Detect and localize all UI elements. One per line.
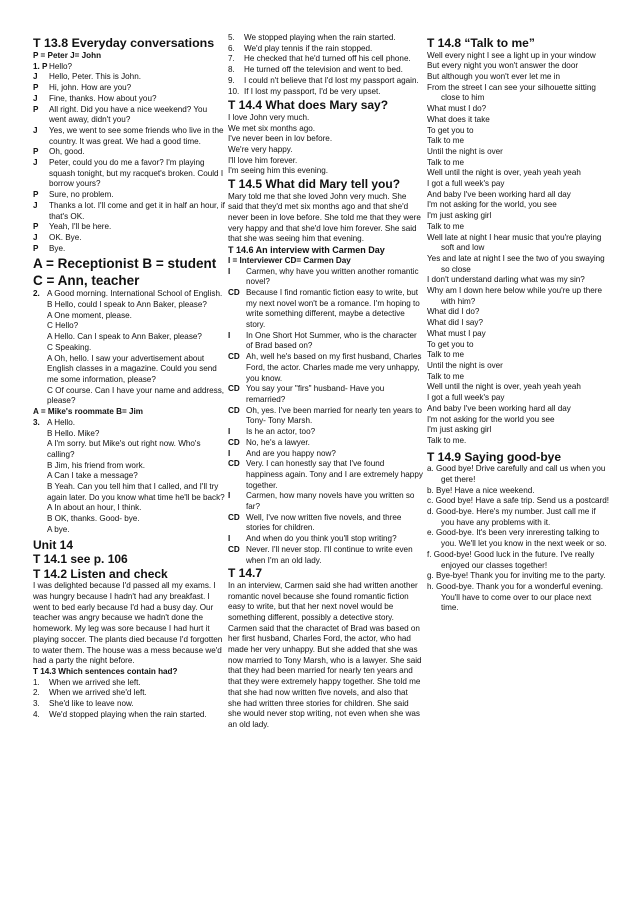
dialog-text: C Of course. Can I have your name and address, please? <box>47 385 225 406</box>
dialog-text: A One moment, please. <box>47 310 132 320</box>
t13-8-cast: P = Peter J= John <box>33 51 102 60</box>
dialog-text: Thanks a lot. I'll come and get it in half an hour, if that's OK. <box>49 200 225 221</box>
t14-9-heading: T 14.9 Saying good-bye <box>427 449 562 464</box>
dialog-line <box>33 471 225 482</box>
text-line: What must I do? <box>427 104 487 114</box>
item-number: 1. <box>33 677 40 687</box>
dialog-line <box>228 267 423 288</box>
text-line: I got a full week's pay <box>427 179 505 189</box>
dialog-text: B Hello, could I speak to Ann Baker, please? <box>47 300 207 310</box>
item-number: 10. <box>228 86 240 96</box>
speaker-label: J <box>33 232 38 242</box>
dialog-text: Fine, thanks. How about you? <box>49 93 157 103</box>
dialog-line <box>33 233 225 244</box>
dialog-text: Hi, john. How are you? <box>49 83 132 93</box>
dialog-line <box>33 300 225 311</box>
speaker-label <box>33 514 47 525</box>
item-number: 8. <box>228 65 235 75</box>
speaker-label: I <box>228 330 231 340</box>
dialog-line <box>228 438 423 449</box>
list-item <box>228 87 423 98</box>
item-text: We'd play tennis if the rain stopped. <box>244 43 373 53</box>
speaker-label: I <box>228 266 231 276</box>
t14-4-lines <box>228 113 423 177</box>
speaker-label <box>33 321 47 332</box>
speaker-label <box>33 471 47 482</box>
item-number: 2. <box>33 688 40 698</box>
item-number: 9. <box>228 75 235 85</box>
t14-2-text: I was delighted because I'd passed all my exams. I was hungry because I hadn't had any breakfast. I went to bed early because I'd had a busy day. Our teacher was angry because we hadn't done the homework. My leg was sore because I had hurt it playing soccer. The plants died because I'd forgotten to water them. The house was a mess because we'd had a party the night before. <box>33 581 223 666</box>
dialog-line <box>33 72 225 83</box>
speaker-label: CD <box>228 287 240 297</box>
dialog-roommate <box>33 418 225 536</box>
t14-5-text: Mary told me that she loved John very much. She said that they'd met six months ago and that she'd never been in love before. She told me that they were very happy and that she'd love him forever. She said that she was seeing him that evening. <box>228 191 421 244</box>
dialog-text: Because I find romantic fiction easy to write, but my next novel won't be a romance. I'm hoping to write something different, maybe a detective story. <box>246 287 420 330</box>
dialog-line <box>33 514 225 525</box>
unit-heading: Unit 14 <box>33 537 74 552</box>
t14-1-heading: T 14.1 see p. 106 <box>33 552 128 567</box>
dialog-text: You say your "firs" husband- Have you remarried? <box>246 384 385 404</box>
dialog-line <box>33 244 225 255</box>
text-line: I got a full week's pay <box>427 393 505 403</box>
dialog-line <box>33 439 225 460</box>
text-line: Until the night is over <box>427 360 503 370</box>
item-text: When we arrived she'd left. <box>49 688 147 698</box>
text-line: Talk to me <box>427 221 465 231</box>
speaker-label: P <box>33 222 39 232</box>
text-line: But every night you won't answer the door <box>427 61 579 71</box>
text-line: h. Good-bye. Thank you for a wonderful evening. You'll have to come over to our place next time. <box>427 581 604 613</box>
dialog-text: Is he an actor, too? <box>246 427 316 437</box>
dialog-line <box>228 513 423 534</box>
dialog-text: B Hello. Mike? <box>47 428 100 438</box>
dialog-line <box>228 384 423 405</box>
dialog-line <box>33 418 225 429</box>
speaker-label: I <box>228 491 231 501</box>
dialog-text: Oh, good. <box>49 147 85 157</box>
text-line: What does it take <box>427 114 490 124</box>
dialog-text: Very. I can honestly say that I've found happiness again. Tony and I are extremely happy together. <box>246 459 423 490</box>
dialog-text: Yes, we went to see some friends who live in the country. It was great. We had a good time. <box>49 125 224 146</box>
text-line: We met six months ago. <box>228 123 316 133</box>
dialog-text: All right. Did you have a nice weekend? You went away, didn't you? <box>49 104 208 125</box>
text-line: Why am I down here below while you're up there with him? <box>427 286 602 306</box>
speaker-label: 1. P <box>33 61 48 71</box>
text-line: And baby I've been working hard all day <box>427 189 571 199</box>
t14-6-cast: I = Interviewer CD= Carmen Day <box>228 255 351 265</box>
dialog-line <box>33 525 225 536</box>
item-text: When we arrived she left. <box>49 677 141 687</box>
speaker-label: CD <box>228 437 240 447</box>
dialog-line <box>33 311 225 322</box>
dialog-text: OK. Bye. <box>49 232 82 242</box>
dialog-text: Hello, Peter. This is John. <box>49 72 141 82</box>
item-number: 7. <box>228 54 235 64</box>
dialog-line <box>228 406 423 427</box>
dialog-text: A In about an hour, I think. <box>47 503 142 513</box>
dialog-text: In One Short Hot Summer, who is the character of Brad based on? <box>246 330 417 351</box>
speaker-label: CD <box>228 384 240 394</box>
dialog-text: B Yeah. Can you tell him that I called, and I'll try again later. Do you know what time he'll be back? <box>47 482 225 502</box>
dialog-text: Carmen, how many novels have you written so far? <box>246 491 415 512</box>
text-line: We're very happy. <box>228 144 293 154</box>
dialog-text: B Jim, his friend from work. <box>47 460 145 470</box>
text-line: b. Bye! Have a nice weekend. <box>427 485 535 495</box>
text-line: c. Good bye! Have a safe trip. Send us a postcard! <box>427 496 610 506</box>
text-line: e. Good-bye. It's been very inreresting talking to you. We'll let you know in the next week or so. <box>427 528 607 549</box>
column-right <box>427 36 609 614</box>
item-text: He checked that he'd turned off his cell phone. <box>244 54 411 64</box>
dialog-line <box>33 147 225 158</box>
item-number: 4. <box>33 709 40 719</box>
speaker-label <box>33 300 47 311</box>
dialog-text: A Good morning. International School of English. <box>47 289 223 299</box>
dialog-line <box>228 449 423 460</box>
dialog-text: Yeah, I'll be here. <box>49 222 112 232</box>
dialog-line <box>228 534 423 545</box>
item-text: She'd like to leave now. <box>49 699 134 709</box>
roommate-heading: A = Mike's roommate B= Jim <box>33 407 144 417</box>
dialog-line <box>33 158 225 190</box>
speaker-label <box>33 332 47 343</box>
t14-2-heading: T 14.2 Listen and check <box>33 566 168 581</box>
speaker-label <box>33 386 47 407</box>
dialog-line <box>33 201 225 222</box>
speaker-label: 3. <box>33 417 40 427</box>
speaker-label: J <box>33 93 38 103</box>
dialog-text: Peter, could you do me a favor? I'm playing squash tonight, but my racquet's broken. Could I borrow yours? <box>49 158 224 189</box>
dialog-line <box>33 354 225 386</box>
text-line: Yes and late at night I see the two of you swaying so close <box>427 253 605 274</box>
speaker-label <box>33 343 47 354</box>
dialog-text: A Hello. Can I speak to Ann Baker, please? <box>47 332 202 342</box>
dialog-line <box>228 545 423 566</box>
text-line: What must I pay <box>427 328 486 338</box>
dialog-line <box>33 190 225 201</box>
dialog-text: And when do you think you'll stop writing? <box>246 534 397 544</box>
text-line: Well every night I see a light up in your window <box>427 50 596 60</box>
speaker-label: I <box>228 427 231 437</box>
t14-7-text: In an interview, Carmen said she had written another romantic novel because she found romantic fiction easy to write, but that her next novel would be something different, possibly a detective story. Carmen said that the charactet of Brad was based on her first husband, Charles Ford, the actor, who had made her very unhappy. But she added that she was now married to Tony Marsh, who is a lawyer. She said that they had been married for nearly ten years and that they were extremely happy together. She told me that she had now written five novels, and also that she had written three stories for children. She said she would never stop writing, not even when she was an old lady. <box>228 580 422 729</box>
speaker-label: P <box>33 243 39 253</box>
list-item <box>33 699 225 710</box>
item-number: 6. <box>228 43 235 53</box>
text-line: d. Good-bye. Here's my number. Just call me if you have any problems with it. <box>427 507 596 527</box>
text-line: To get you to <box>427 125 474 135</box>
dialog-text: C Hello? <box>47 321 79 331</box>
dialog-line <box>33 94 225 105</box>
t14-3-list <box>33 678 225 721</box>
dialog-text: Never. I'll never stop. I'll continue to write even when I'm an old lady. <box>246 544 413 565</box>
speaker-label <box>33 439 47 460</box>
item-number: 3. <box>33 699 40 709</box>
goodbye-list <box>427 464 609 614</box>
speaker-label: CD <box>228 544 240 554</box>
dialog-line <box>33 482 225 503</box>
dialog-text: A bye. <box>47 524 70 534</box>
item-text: If I lost my passport, I'd be very upset. <box>244 86 381 96</box>
speaker-label: P <box>33 83 39 93</box>
roles-heading: A = Receptionist B = student C = Ann, teacher <box>33 256 217 288</box>
speaker-label <box>33 311 47 322</box>
text-line: f. Good-bye! Good luck in the future. I've really enjoyed our classes together! <box>427 549 595 570</box>
item-number: 5. <box>228 33 235 42</box>
dialog-text: A Can I take a message? <box>47 471 138 481</box>
speaker-label: J <box>33 72 38 82</box>
t14-6-heading: T 14.6 An interview with Carmen Day <box>228 245 385 256</box>
text-line: I'm just asking girl <box>427 425 492 435</box>
dialog-text: A Oh, hello. I saw your advertisement about English classes in a magazine. Could you send me some information, please? <box>47 353 217 384</box>
t14-5-heading: T 14.5 What did Mary tell you? <box>228 177 401 192</box>
speaker-label: CD <box>228 512 240 522</box>
dialog-text: Sure, no problem. <box>49 190 114 200</box>
item-text: We'd stopped playing when the rain started. <box>49 709 207 719</box>
dialog-line <box>228 352 423 384</box>
text-line: Well until the night is over, yeah yeah yeah <box>427 382 581 392</box>
speaker-label: P <box>33 104 39 114</box>
dialog-line <box>33 105 225 126</box>
list-item <box>228 76 423 87</box>
t14-4-heading: T 14.4 What does Mary say? <box>228 98 389 113</box>
list-item <box>228 44 423 55</box>
item-text: He turned off the television and went to bed. <box>244 65 403 75</box>
text-line: Well until the night is over, yeah yeah yeah <box>427 168 581 178</box>
dialog-line <box>33 503 225 514</box>
text-line: I'm not asking for the world, you see <box>427 200 557 210</box>
dialog-line <box>33 126 225 147</box>
list-item <box>33 710 225 721</box>
dialog-text: B OK, thanks. Good- bye. <box>47 514 140 524</box>
speaker-label: J <box>33 200 38 210</box>
text-line: Until the night is over <box>427 146 503 156</box>
text-line: I'll love him forever. <box>228 155 298 165</box>
list-item <box>228 65 423 76</box>
t14-8-heading: T 14.8 “Talk to me” <box>427 36 535 50</box>
t14-7-heading: T 14.7 <box>228 566 263 581</box>
dialog-line <box>33 222 225 233</box>
dialog-line <box>33 62 225 73</box>
text-line: Talk to me <box>427 371 465 381</box>
text-line: g. Bye-bye! Thank you for inviting me to the party. <box>427 571 606 581</box>
speaker-label: J <box>33 158 38 168</box>
dialog-text: C Speaking. <box>47 342 92 352</box>
list-item <box>228 33 423 44</box>
item-text: I could n't believe that I'd lost my passport again. <box>244 75 419 85</box>
dialog-text: Well, I've now written five novels, and three stories for children. <box>246 512 402 533</box>
speaker-label: I <box>228 534 231 544</box>
speaker-label <box>33 525 47 536</box>
speaker-label: P <box>33 147 39 157</box>
text-line: What did I do? <box>427 307 480 317</box>
dialog-line <box>33 386 225 407</box>
dialog-line <box>228 491 423 512</box>
song-lyrics <box>427 51 609 447</box>
speaker-label <box>33 429 47 440</box>
dialog-line <box>33 83 225 94</box>
t14-3-heading: T 14.3 Which sentences contain had? <box>33 666 178 676</box>
text-line: I'm seeing him this evening. <box>228 166 329 176</box>
text-line: Talk to me <box>427 136 465 146</box>
dialog-text: Ah, well he's based on my first husband, Charles Ford, the actor. Charles made me very unhappy, you know. <box>246 352 422 383</box>
text-line: But although you won't ever let me in <box>427 72 560 81</box>
column-middle <box>228 33 423 731</box>
dialog-text: Oh, yes. I've been married for nearly ten years to Tony- Tony Marsh. <box>246 405 422 426</box>
column-left <box>33 36 225 720</box>
speaker-label: CD <box>228 352 240 362</box>
text-line: I don't understand darling what was my sin? <box>427 275 585 285</box>
dialog-line <box>33 343 225 354</box>
text-line: a. Good bye! Drive carefully and call us when you get there! <box>427 464 606 484</box>
speaker-label: P <box>33 190 39 200</box>
dialog-line <box>228 459 423 491</box>
speaker-label <box>33 461 47 472</box>
text-line: I'm not asking for the world you see <box>427 414 555 424</box>
dialog-text: Bye. <box>49 243 66 253</box>
dialog-line <box>228 331 423 352</box>
dialog-text: A I'm sorry. but Mike's out right now. Who's calling? <box>47 439 201 459</box>
speaker-label: J <box>33 125 38 135</box>
dialog-line <box>33 321 225 332</box>
dialog-line <box>33 289 225 300</box>
dialog-text: Carmen, why have you written another romantic novel? <box>246 266 419 287</box>
speaker-label: CD <box>228 405 240 415</box>
text-line: And baby I've been working hard all day <box>427 403 571 413</box>
dialog-peter-john <box>33 62 225 255</box>
text-line: Well late at night I hear music that you're playing soft and low <box>427 232 602 253</box>
dialog-line <box>33 332 225 343</box>
t14-3-list-continued <box>228 33 423 97</box>
dialog-text: No, he's a lawyer. <box>246 437 310 447</box>
item-text: We stopped playing when the rain started. <box>244 33 396 42</box>
dialog-text: A Hello. <box>47 417 76 427</box>
text-line: To get you to <box>427 339 474 349</box>
speaker-label <box>33 503 47 514</box>
text-line: I've never been in lov before. <box>228 134 333 144</box>
dialog-line <box>228 288 423 331</box>
dialog-line <box>33 429 225 440</box>
dialog-receptionist <box>33 289 225 407</box>
speaker-label: 2. <box>33 289 40 299</box>
text-line: From the street I can see your silhouette sitting close to him <box>427 82 596 103</box>
list-item <box>33 688 225 699</box>
t13-8-heading: T 13.8 Everyday conversations <box>33 36 215 50</box>
interview-dialog <box>228 267 423 567</box>
text-line: I'm just asking girl <box>427 211 492 221</box>
dialog-text: Hello? <box>49 61 73 71</box>
list-item <box>33 678 225 689</box>
dialog-line <box>33 461 225 472</box>
speaker-label: I <box>228 448 231 458</box>
list-item <box>228 54 423 65</box>
text-line: Talk to me. <box>427 435 467 445</box>
speaker-label <box>33 482 47 503</box>
text-line: What did I say? <box>427 318 483 328</box>
speaker-label <box>33 354 47 386</box>
speaker-label: CD <box>228 459 240 469</box>
text-line: Talk to me <box>427 350 465 360</box>
text-line: Talk to me <box>427 157 465 167</box>
dialog-text: And are you happy now? <box>246 448 336 458</box>
dialog-line <box>228 427 423 438</box>
text-line: I love John very much. <box>228 112 310 122</box>
